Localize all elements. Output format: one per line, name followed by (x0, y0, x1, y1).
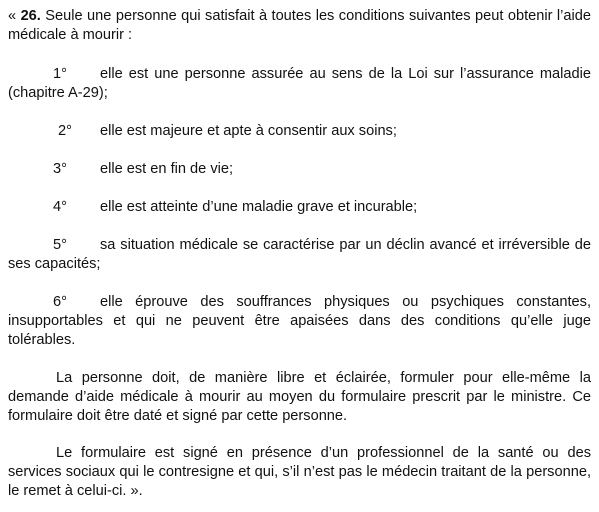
article-intro-text: Seule une personne qui satisfait à toutes les conditions suivantes peut obtenir l’aide médicale à mourir : (8, 8, 592, 43)
condition-number: 6° (53, 294, 67, 310)
condition-text: elle est atteinte d’une maladie grave et incurable; (100, 199, 418, 215)
condition-number: 2° (58, 123, 72, 139)
condition-item (8, 122, 591, 141)
condition-number: 1° (53, 66, 67, 82)
condition-text: sa situation médicale se caractérise par un déclin avancé et irréversible de ses capacités; (8, 237, 591, 272)
condition-text: elle est une personne assurée au sens de la Loi sur l’assurance maladie (chapitre A-29); (8, 66, 591, 101)
condition-text: elle est en fin de vie; (100, 161, 234, 177)
article-number: 26. (20, 8, 41, 24)
condition-number: 5° (53, 237, 67, 253)
body-paragraph: La personne doit, de manière libre et éclairée, formuler pour elle-même la demande d’aide médicale à mourir au moyen du formulaire prescrit par le ministre. Ce formulaire doit être daté et signé par cette personne. (8, 370, 591, 424)
condition-number: 3° (53, 161, 67, 177)
condition-text: elle éprouve des souffrances physiques ou psychiques constantes, insupportables et qui ne peuvent être apaisées dans des conditions qu’elle juge tolérables. (8, 294, 591, 348)
open-quote: « (8, 8, 21, 24)
condition-item (8, 198, 591, 217)
condition-item (8, 236, 591, 274)
condition-item (8, 293, 591, 350)
article-intro (8, 7, 591, 45)
condition-item (8, 160, 591, 179)
condition-text: elle est majeure et apte à consentir aux soins; (100, 123, 397, 139)
condition-item (8, 65, 591, 103)
body-paragraph: Le formulaire est signé en présence d’un professionnel de la santé ou des services sociaux qui le contresigne et qui, s’il n’est pas le médecin traitant de la personne, le remet à celui-ci. ». (8, 445, 591, 499)
condition-number: 4° (53, 199, 67, 215)
